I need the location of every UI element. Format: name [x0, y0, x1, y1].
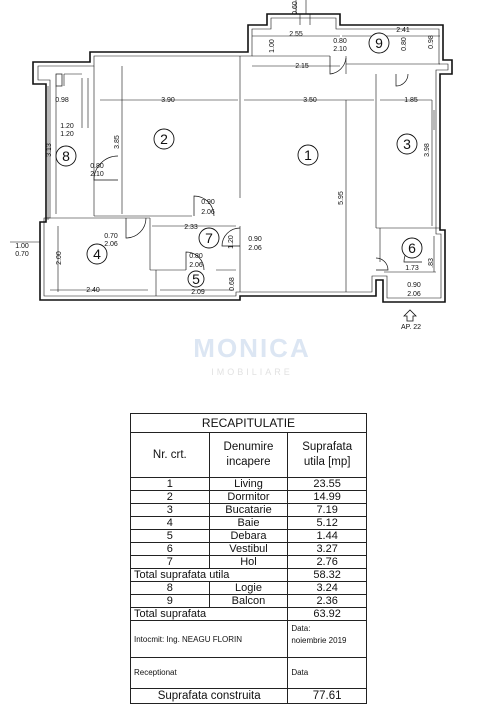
dim-label: 0.60: [292, 1, 299, 15]
header-name: Denumire incapere: [209, 433, 288, 478]
logo-brand: MONICA: [193, 333, 311, 363]
dim-label: 3.50: [303, 97, 317, 104]
row-area: 7.19: [288, 504, 367, 517]
dim-label: 0.90: [407, 282, 421, 289]
table-row: [131, 543, 367, 556]
row-area: 3.27: [288, 543, 367, 556]
room-number-7: 7: [205, 230, 213, 246]
dim-label: 0.70: [15, 251, 29, 258]
date-cell: [288, 621, 367, 658]
row-name: Dormitor: [209, 491, 288, 504]
recap-title: RECAPITULATIE: [131, 414, 367, 433]
row-area: 23.55: [288, 478, 367, 491]
dim-label: 3.98: [424, 143, 431, 157]
total-value: 63.92: [288, 608, 367, 621]
dim-label: 1.20: [228, 235, 235, 249]
dim-label: 0.80: [189, 253, 203, 260]
row-nr: 3: [131, 504, 210, 517]
room-number-5: 5: [192, 271, 200, 287]
arrow-up-icon: [404, 310, 416, 321]
dim-label: 2.10: [333, 46, 347, 53]
recap-table: [130, 413, 367, 704]
dim-label: 3.90: [161, 97, 175, 104]
dim-label: 1.20: [60, 131, 74, 138]
total-useful-value: 58.32: [288, 569, 367, 582]
apartment-label: AP. 22: [400, 324, 422, 331]
total-useful-row: [131, 569, 367, 582]
dim-label: 2.55: [289, 31, 303, 38]
dim-label: 0.98: [428, 35, 435, 49]
row-name: Vestibul: [209, 543, 288, 556]
table-row: [131, 582, 367, 595]
dim-label: 1.85: [404, 97, 418, 104]
table-row: [131, 530, 367, 543]
row-name: Debara: [209, 530, 288, 543]
dim-label: 0.80: [90, 163, 104, 170]
room-number-6: 6: [408, 240, 416, 256]
dim-label: 5.95: [338, 191, 345, 205]
row-nr: 6: [131, 543, 210, 556]
drawn-by: Intocmit: Ing. NEAGU FLORIN: [131, 621, 288, 658]
dim-label: 0.68: [229, 277, 236, 291]
apartment-marker: [401, 310, 421, 331]
row-nr: 9: [131, 595, 210, 608]
row-nr: 2: [131, 491, 210, 504]
dim-label: 0.90: [248, 236, 262, 243]
row-nr: 1: [131, 478, 210, 491]
row-area: 14.99: [288, 491, 367, 504]
received-label: Receptionat: [131, 658, 288, 689]
dim-label: 2.41: [396, 27, 410, 34]
date-value: noiembrie 2019: [291, 636, 347, 645]
row-nr: 4: [131, 517, 210, 530]
dim-label: 0.80: [401, 37, 408, 51]
room-number-4: 4: [93, 246, 101, 262]
total-useful-label: Total suprafata utila: [131, 569, 288, 582]
dim-label: 1.00: [15, 243, 29, 250]
row-area: 3.24: [288, 582, 367, 595]
table-row: [131, 517, 367, 530]
row-name: Balcon: [209, 595, 288, 608]
row-area: 2.76: [288, 556, 367, 569]
table-row: [131, 504, 367, 517]
row-name: Logie: [209, 582, 288, 595]
table-row: [131, 491, 367, 504]
row-area: 1.44: [288, 530, 367, 543]
dim-label: 1.20: [60, 123, 74, 130]
header-area: Suprafata utila [mp]: [288, 433, 367, 478]
row-nr: 5: [131, 530, 210, 543]
dim-label: 2.15: [295, 63, 309, 70]
dim-label: 3.85: [114, 135, 121, 149]
dim-label: 2.00: [56, 251, 63, 265]
built-area-row: [131, 689, 367, 704]
table-row: [131, 556, 367, 569]
row-name: Baie: [209, 517, 288, 530]
logo-subtitle: IMOBILIARE: [211, 367, 293, 377]
header-nr: Nr. crt.: [131, 433, 210, 478]
row-area: 5.12: [288, 517, 367, 530]
dim-label: 2.06: [248, 245, 262, 252]
room-number-2: 2: [160, 131, 168, 147]
row-name: Bucatarie: [209, 504, 288, 517]
dim-label: 1.00: [269, 39, 276, 53]
dim-label: .83: [428, 258, 435, 268]
dim-label: 2.10: [90, 171, 104, 178]
row-name: Hol: [209, 556, 288, 569]
watermark-logo: [192, 333, 312, 385]
row-area: 2.36: [288, 595, 367, 608]
built-value: 77.61: [288, 689, 367, 704]
dim-label: 0.80: [333, 38, 347, 45]
room-number-1: 1: [304, 147, 312, 163]
dim-label: 2.06: [104, 241, 118, 248]
room-number-8: 8: [62, 148, 70, 164]
dim-label: 0.70: [104, 233, 118, 240]
room-number-3: 3: [403, 136, 411, 152]
row-nr: 8: [131, 582, 210, 595]
table-row: [131, 595, 367, 608]
dim-label: 2.09: [191, 289, 205, 296]
dim-label: 2.33: [184, 224, 198, 231]
reception-row: [131, 658, 367, 689]
dim-label: 0.98: [55, 97, 69, 104]
total-row: [131, 608, 367, 621]
dim-label: 2.06: [201, 209, 215, 216]
signature-row: [131, 621, 367, 658]
dim-label: 2.06: [407, 291, 421, 298]
dim-label: 1.73: [405, 265, 419, 272]
dim-label: 0.90: [201, 199, 215, 206]
dim-label: 2.06: [189, 262, 203, 269]
dim-label: 2.40: [86, 287, 100, 294]
date2-label: Data: [288, 658, 367, 689]
row-name: Living: [209, 478, 288, 491]
total-label: Total suprafata: [131, 608, 288, 621]
dim-label: 3.13: [46, 143, 53, 157]
room-number-9: 9: [375, 35, 383, 51]
built-label: Suprafata construita: [131, 689, 288, 704]
row-nr: 7: [131, 556, 210, 569]
table-row: [131, 478, 367, 491]
date-label: Data:: [291, 624, 311, 633]
